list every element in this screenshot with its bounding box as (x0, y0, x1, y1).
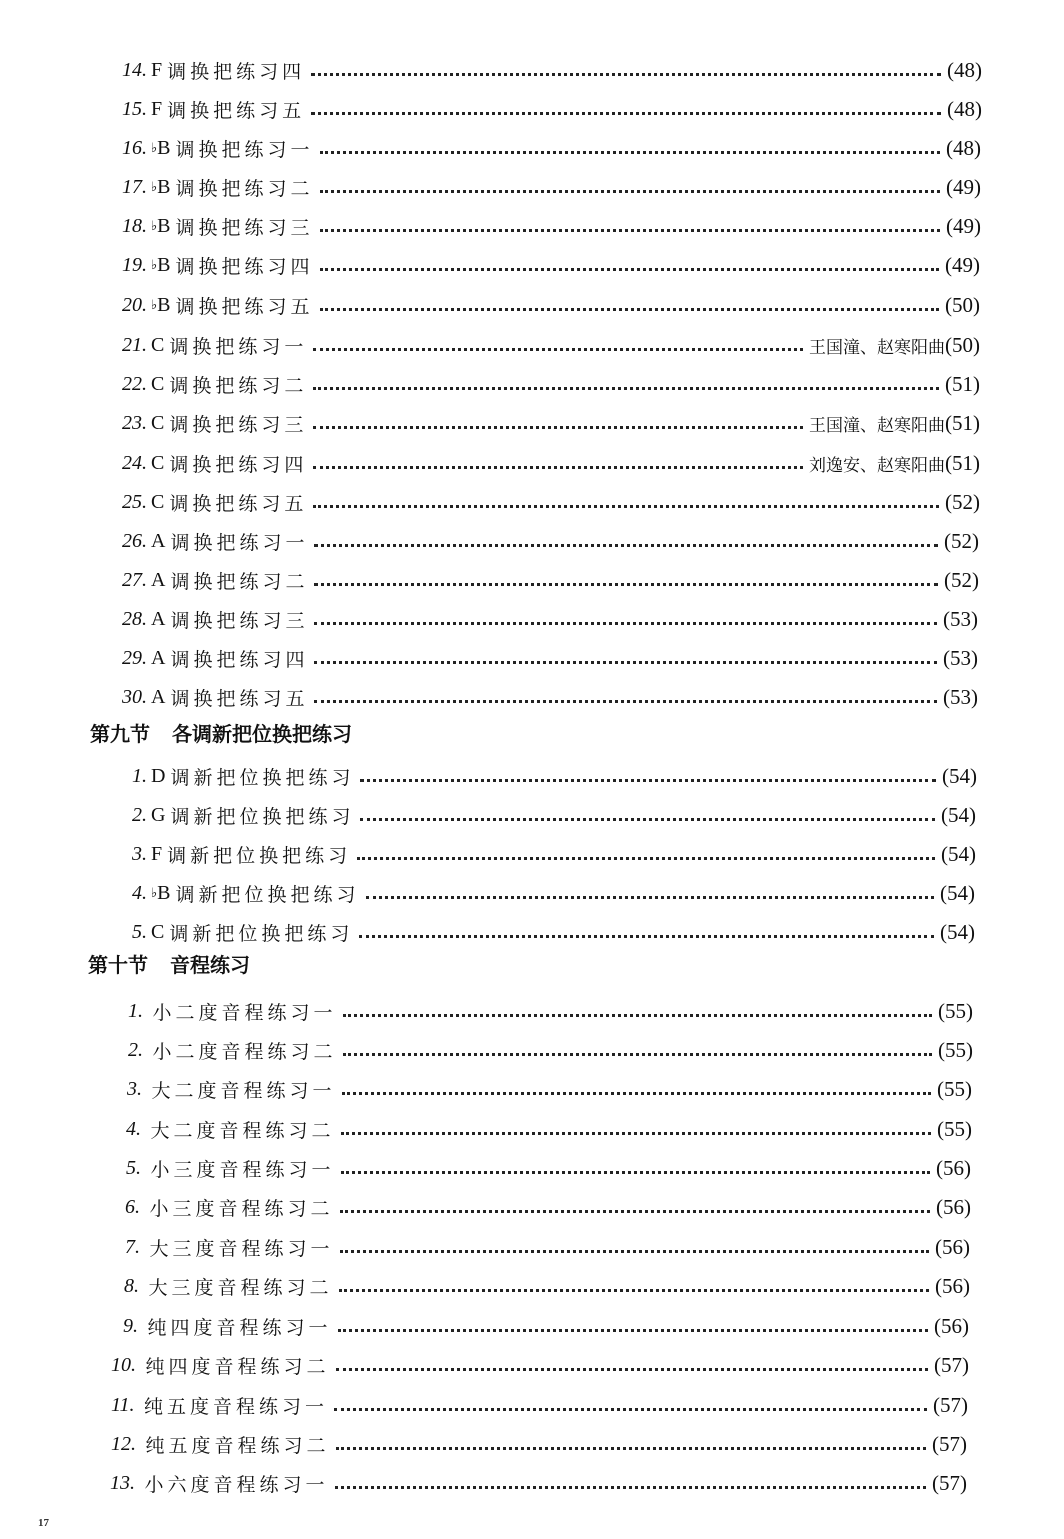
entry-number: 9. (123, 1314, 138, 1337)
dot-leader (340, 1210, 930, 1213)
toc-entry[interactable] (122, 643, 978, 673)
entry-number: 25. (122, 490, 147, 513)
dot-leader (314, 544, 938, 547)
dot-leader (320, 151, 941, 154)
spacer (142, 1078, 152, 1100)
entry-number: 30. (122, 685, 147, 708)
entry-title: 调新把位换把练习 (169, 922, 354, 945)
page-number: (54) (941, 841, 976, 866)
spacer (135, 1472, 145, 1494)
entry-title: 调换把练习二 (175, 177, 314, 200)
page-number: (57) (932, 1470, 967, 1495)
entry-number: 24. (122, 451, 147, 474)
key-letter: F (151, 97, 163, 120)
spacer (138, 1315, 148, 1337)
entry-title: 大二度音程练习二 (150, 1119, 335, 1142)
key-letter: A (151, 685, 166, 708)
entry-title: 纯五度音程练习一 (144, 1395, 329, 1418)
page-number: (55) (938, 1037, 973, 1062)
entry-title: 调换把练习四 (175, 255, 314, 278)
entry-number: 26. (122, 529, 147, 552)
page-number: (56) (934, 1313, 969, 1338)
dot-leader (341, 1171, 930, 1174)
section-heading (88, 949, 250, 978)
page-number: (53) (943, 684, 978, 709)
entry-number: 17. (122, 175, 147, 198)
toc-entry[interactable] (110, 1468, 967, 1498)
spacer (136, 1433, 146, 1455)
entry-number: 29. (122, 646, 147, 669)
entry-number: 4. (126, 1117, 141, 1140)
key-letter: G (151, 803, 166, 826)
dot-leader (359, 935, 934, 938)
page-number: (54) (941, 802, 976, 827)
flat-sign-icon: ♭ (151, 140, 158, 156)
entry-number: 14. (122, 58, 147, 81)
key-letter: A (151, 607, 166, 630)
entry-title: 调换把练习五 (167, 99, 306, 122)
key-letter: F (151, 842, 163, 865)
entry-number: 19. (122, 253, 147, 276)
toc-entry[interactable] (122, 448, 980, 478)
toc-entry[interactable] (122, 172, 981, 202)
entry-number: 3. (127, 1077, 142, 1100)
entry-title: 小三度音程练习一 (150, 1158, 335, 1181)
page-number: (49) (946, 174, 981, 199)
dot-leader (341, 1132, 931, 1135)
entry-title: 调换把练习一 (175, 138, 314, 161)
toc-entry[interactable] (122, 290, 980, 320)
page-number: (48) (946, 135, 981, 160)
dot-leader (313, 466, 803, 469)
section-label: 第十节 (88, 953, 148, 977)
dot-leader (342, 1092, 931, 1095)
toc-entry[interactable] (111, 1350, 969, 1380)
entry-title: 调换把练习五 (170, 687, 309, 710)
section-title: 各调新把位换把练习 (172, 722, 352, 746)
entry-title: 小三度音程练习二 (149, 1197, 334, 1220)
section-heading (90, 718, 352, 747)
entry-number: 10. (111, 1353, 136, 1376)
dot-leader (360, 818, 935, 821)
key-letter: A (151, 568, 166, 591)
entry-number: 11. (111, 1393, 135, 1416)
toc-entry[interactable] (123, 1311, 969, 1341)
entry-title: 大三度音程练习二 (148, 1276, 333, 1299)
dot-leader (339, 1289, 929, 1292)
toc-entry[interactable] (122, 211, 981, 241)
page-number: (50) (945, 292, 980, 317)
dot-leader (357, 857, 935, 860)
entry-number: 8. (124, 1274, 139, 1297)
toc-entry[interactable] (128, 996, 973, 1026)
page-number: (56) (935, 1234, 970, 1259)
entry-number: 7. (125, 1235, 140, 1258)
spacer (141, 1157, 151, 1179)
page-number: (56) (936, 1194, 971, 1219)
dot-leader (314, 583, 938, 586)
page-number: (55) (937, 1116, 972, 1141)
dot-leader (340, 1250, 929, 1253)
page-number: (51) (945, 450, 980, 475)
page-number: (56) (935, 1273, 970, 1298)
dot-leader (313, 387, 939, 390)
entry-title: 小二度音程练习一 (152, 1001, 337, 1024)
page-number: (52) (944, 528, 979, 553)
spacer (143, 1039, 153, 1061)
dot-leader (314, 700, 937, 703)
spacer (143, 1000, 153, 1022)
dot-leader (343, 1053, 932, 1056)
composer-credit: 刘逸安、赵寒阳曲 (809, 455, 945, 476)
toc-entry[interactable] (122, 526, 979, 556)
entry-title: 调换把练习一 (170, 531, 309, 554)
dot-leader (360, 779, 936, 782)
entry-number: 15. (122, 97, 147, 120)
entry-number: 23. (122, 411, 147, 434)
key-letter: B (157, 175, 171, 198)
dot-leader (335, 1486, 926, 1489)
entry-title: 调换把练习五 (169, 492, 308, 515)
page-number: (50) (945, 332, 980, 357)
entry-number: 22. (122, 372, 147, 395)
entry-number: 6. (125, 1195, 140, 1218)
toc-entry[interactable] (122, 133, 981, 163)
entry-number: 3. (132, 842, 147, 865)
toc-entry[interactable] (124, 1271, 970, 1301)
dot-leader (320, 308, 940, 311)
page-number: (52) (944, 567, 979, 592)
spacer (135, 1394, 145, 1416)
toc-entry[interactable] (122, 682, 978, 712)
key-letter: B (157, 881, 171, 904)
key-letter: D (151, 764, 166, 787)
entry-title: 纯四度音程练习一 (147, 1316, 332, 1339)
page-number: (54) (940, 880, 975, 905)
toc-entry[interactable] (126, 1153, 971, 1183)
dot-leader (336, 1368, 928, 1371)
entry-number: 2. (128, 1038, 143, 1061)
toc-entry[interactable] (122, 487, 980, 517)
spacer (140, 1236, 150, 1258)
page-number: (57) (932, 1431, 967, 1456)
key-letter: C (151, 490, 165, 513)
flat-sign-icon: ♭ (151, 297, 158, 313)
toc-entry[interactable] (126, 1114, 972, 1144)
entry-number: 16. (122, 136, 147, 159)
entry-number: 20. (122, 293, 147, 316)
dot-leader (338, 1329, 928, 1332)
entry-title: 纯四度音程练习二 (145, 1355, 330, 1378)
toc-entry[interactable] (122, 408, 980, 438)
entry-title: 调换把练习四 (167, 60, 306, 83)
toc-entry[interactable] (122, 604, 978, 634)
entry-title: 调新把位换把练习 (170, 805, 355, 828)
dot-leader (343, 1014, 932, 1017)
entry-title: 调换把练习四 (169, 453, 308, 476)
entry-title: 调换把练习三 (169, 413, 308, 436)
dot-leader (313, 426, 803, 429)
key-letter: C (151, 372, 165, 395)
entry-number: 12. (111, 1432, 136, 1455)
toc-entry[interactable] (122, 55, 982, 85)
entry-number: 28. (122, 607, 147, 630)
entry-number: 5. (126, 1156, 141, 1179)
key-letter: B (157, 136, 171, 159)
flat-sign-icon: ♭ (151, 218, 158, 234)
toc-entry[interactable] (122, 565, 979, 595)
key-letter: A (151, 529, 166, 552)
page-number: (55) (938, 998, 973, 1023)
page-number: (53) (943, 645, 978, 670)
entry-title: 调换把练习一 (169, 335, 308, 358)
dot-leader (314, 622, 937, 625)
entry-title: 纯五度音程练习二 (145, 1434, 330, 1457)
dot-leader (320, 190, 941, 193)
composer-credit: 王国潼、赵寒阳曲 (809, 415, 945, 436)
key-letter: C (151, 451, 165, 474)
composer-credit: 王国潼、赵寒阳曲 (809, 337, 945, 358)
toc-entry[interactable] (132, 800, 976, 830)
dot-leader (366, 896, 935, 899)
entry-number: 21. (122, 333, 147, 356)
page-number: (57) (933, 1392, 968, 1417)
toc-entry[interactable] (122, 330, 980, 360)
flat-sign-icon: ♭ (151, 179, 158, 195)
page-number: (51) (945, 410, 980, 435)
page-number: (51) (945, 371, 980, 396)
entry-title: 调新把位换把练习 (175, 883, 360, 906)
entry-number: 27. (122, 568, 147, 591)
toc-entry[interactable] (122, 94, 982, 124)
entry-number: 2. (132, 803, 147, 826)
dot-leader (320, 268, 940, 271)
page-number: (52) (945, 489, 980, 514)
page-number: (57) (934, 1352, 969, 1377)
dot-leader (313, 505, 939, 508)
entry-title: 调换把练习三 (175, 216, 314, 239)
dot-leader (336, 1447, 926, 1450)
dot-leader (313, 348, 803, 351)
toc-entry[interactable] (132, 878, 975, 908)
dot-leader (314, 661, 937, 664)
toc-entry[interactable] (125, 1232, 970, 1262)
dot-leader (334, 1408, 927, 1411)
entry-title: 调换把练习四 (170, 648, 309, 671)
page-number: (49) (946, 213, 981, 238)
toc-entry[interactable] (122, 369, 980, 399)
entry-title: 调新把位换把练习 (167, 844, 352, 867)
toc-entry[interactable] (128, 1035, 973, 1065)
entry-title: 调换把练习五 (175, 295, 314, 318)
dot-leader (320, 229, 941, 232)
toc-entry[interactable] (132, 839, 976, 869)
section-title: 音程练习 (170, 953, 250, 977)
section-label: 第九节 (90, 722, 150, 746)
key-letter: B (157, 253, 171, 276)
entry-number: 4. (132, 881, 147, 904)
page-number: (48) (947, 96, 982, 121)
page-number: (55) (937, 1076, 972, 1101)
entry-title: 调换把练习二 (169, 374, 308, 397)
flat-sign-icon: ♭ (151, 885, 158, 901)
entry-title: 小六度音程练习一 (144, 1473, 329, 1496)
toc-entry[interactable] (111, 1390, 968, 1420)
entry-title: 调新把位换把练习 (170, 766, 355, 789)
dot-leader (311, 73, 941, 76)
dot-leader (311, 112, 941, 115)
entry-title: 调换把练习二 (170, 570, 309, 593)
flat-sign-icon: ♭ (151, 257, 158, 273)
page-number: (56) (936, 1155, 971, 1180)
toc-entry[interactable] (132, 761, 977, 791)
page-number: (54) (940, 919, 975, 944)
toc-entry[interactable] (125, 1192, 971, 1222)
key-letter: C (151, 920, 165, 943)
spacer (140, 1196, 150, 1218)
key-letter: F (151, 58, 163, 81)
page-number: (49) (945, 252, 980, 277)
entry-number: 18. (122, 214, 147, 237)
entry-title: 调换把练习三 (170, 609, 309, 632)
entry-title: 大三度音程练习一 (149, 1237, 334, 1260)
entry-number: 13. (110, 1471, 135, 1494)
page-number: (53) (943, 606, 978, 631)
toc-entry[interactable] (122, 250, 980, 280)
toc-entry[interactable] (132, 917, 975, 947)
spacer (141, 1118, 151, 1140)
key-letter: B (157, 293, 171, 316)
page-number: 17 (38, 1517, 49, 1529)
spacer (136, 1354, 146, 1376)
page-number: (54) (942, 763, 977, 788)
entry-number: 1. (132, 764, 147, 787)
entry-number: 1. (128, 999, 143, 1022)
toc-entry[interactable] (111, 1429, 967, 1459)
spacer (139, 1275, 149, 1297)
page-number: (48) (947, 57, 982, 82)
key-letter: C (151, 411, 165, 434)
key-letter: B (157, 214, 171, 237)
entry-title: 大二度音程练习一 (151, 1079, 336, 1102)
key-letter: C (151, 333, 165, 356)
entry-number: 5. (132, 920, 147, 943)
toc-entry[interactable] (127, 1074, 972, 1104)
entry-title: 小二度音程练习二 (152, 1040, 337, 1063)
key-letter: A (151, 646, 166, 669)
